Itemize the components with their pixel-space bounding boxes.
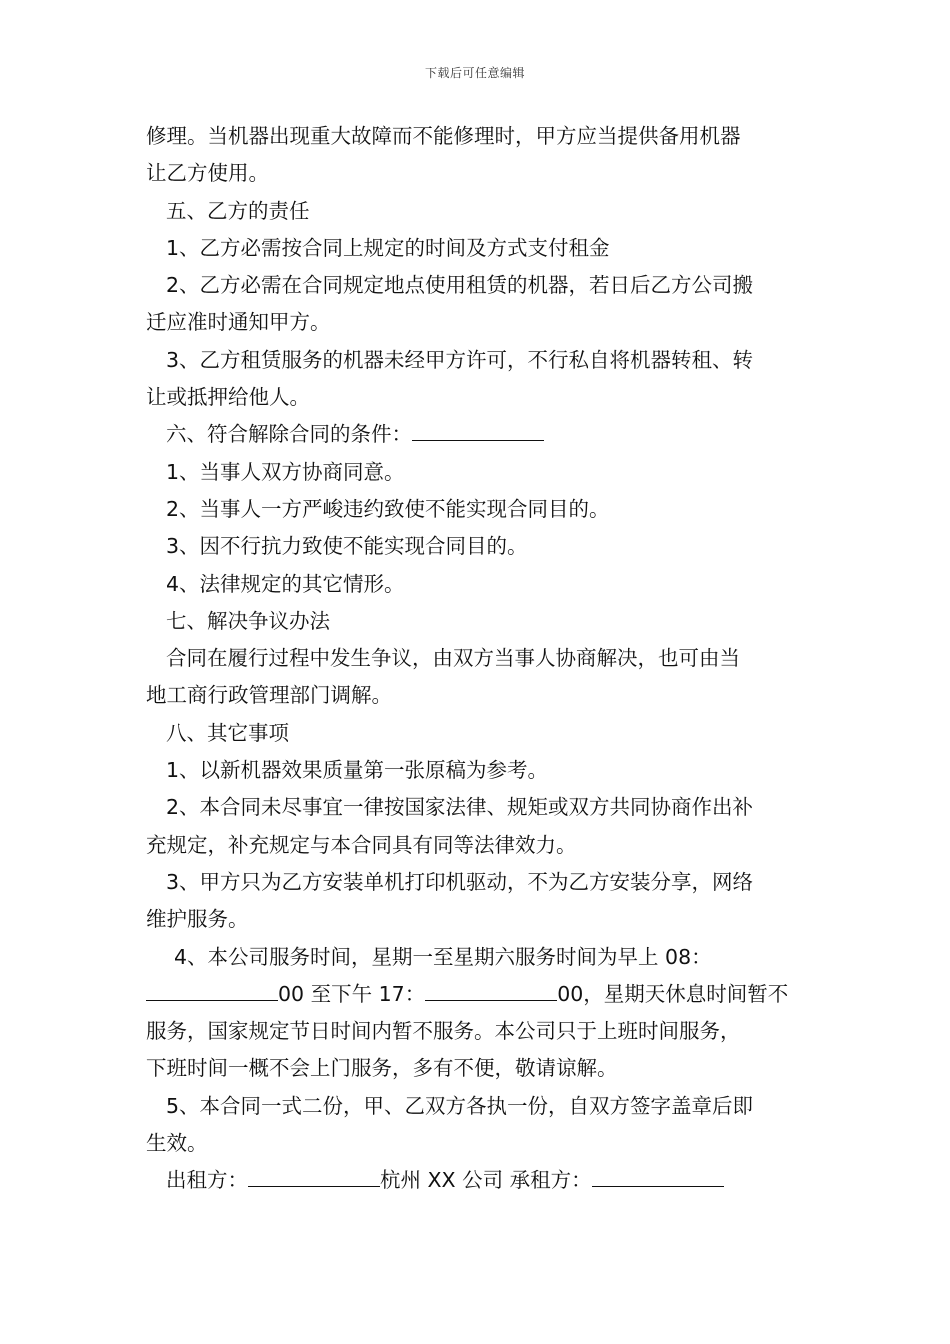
lessee-label: 杭州 XX 公司 承租方： (380, 1168, 592, 1193)
list-item: 3、甲方只为乙方安装单机打印机驱动，不为乙方安装分享，网络 (166, 869, 754, 894)
list-item: 2、当事人一方严峻违约致使不能实现合同目的。 (166, 496, 610, 521)
list-item: 3、乙方租赁服务的机器未经甲方许可，不行私自将机器转租、转 (166, 347, 754, 372)
text-line (146, 976, 816, 1013)
service-time-text: 00 至下午 17： (278, 981, 426, 1006)
text-line: 地工商行政管理部门调解。 (146, 683, 392, 708)
section-heading-6-text: 六、符合解除合同的条件： (166, 422, 412, 447)
text-line: 让乙方使用。 (146, 161, 269, 186)
text-line: 迁应准时通知甲方。 (146, 310, 331, 335)
text-line: 下班时间一概不会上门服务，多有不便，敬请谅解。 (146, 1056, 618, 1081)
list-item: 5、本合同一式二份，甲、乙双方各执一份，自双方签字盖章后即 (166, 1093, 754, 1118)
section-heading-7: 七、解决争议办法 (166, 608, 330, 633)
list-item: 3、因不行抗力致使不能实现合同目的。 (166, 534, 528, 559)
section-heading-8: 八、其它事项 (166, 720, 289, 745)
blank-line (425, 999, 557, 1001)
text-line: 让或抵押给他人。 (146, 385, 310, 410)
text-line: 服务，国家规定节日时间内暂不服务。本公司只于上班时间服务， (146, 1019, 741, 1044)
section-heading-6 (146, 416, 816, 453)
blank-line (146, 999, 278, 1001)
signature-line (146, 1162, 816, 1199)
service-time-text: 00，星期天休息时间暂不 (557, 981, 789, 1006)
list-item: 2、乙方必需在合同规定地点使用租赁的机器，若日后乙方公司搬 (166, 273, 754, 298)
blank-line (248, 1185, 380, 1187)
list-item: 2、本合同未尽事宜一律按国家法律、规矩或双方共同协商作出补 (166, 795, 754, 820)
text-line: 生效。 (146, 1131, 208, 1156)
contract-body (146, 118, 816, 1200)
blank-line (412, 439, 544, 441)
text-line: 充规定，补充规定与本合同具有同等法律效力。 (146, 832, 577, 857)
page-header-note: 下载后可任意编辑 (424, 66, 525, 80)
text-line: 合同在履行过程中发生争议，由双方当事人协商解决，也可由当 (166, 646, 740, 671)
blank-line (592, 1185, 724, 1187)
list-item: 1、乙方必需按合同上规定的时间及方式支付租金 (166, 235, 610, 260)
section-heading-5: 五、乙方的责任 (166, 198, 310, 223)
list-item: 1、以新机器效果质量第一张原稿为参考。 (166, 758, 549, 783)
lessor-label: 出租方： (166, 1168, 248, 1193)
list-item: 4、法律规定的其它情形。 (166, 571, 405, 596)
list-item: 1、当事人双方协商同意。 (166, 459, 405, 484)
text-line: 修理。当机器出现重大故障而不能修理时，甲方应当提供备用机器 (146, 124, 741, 148)
list-item: 4、本公司服务时间，星期一至星期六服务时间为早上 08： (174, 944, 712, 969)
text-line: 维护服务。 (146, 907, 249, 932)
